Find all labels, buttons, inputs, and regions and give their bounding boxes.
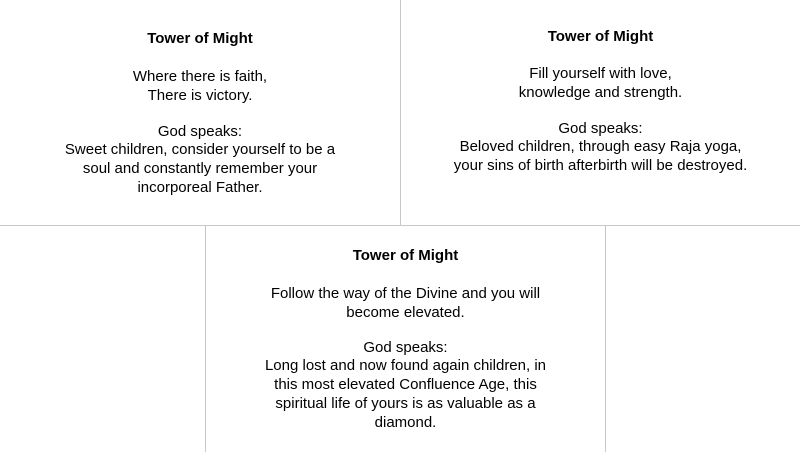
card-2-title: Tower of Might [547,28,654,45]
card-1-message [0,140,400,197]
card-2-message-line: Beloved children, through easy Raja yoga, [459,138,742,155]
card-1-slogan [0,67,400,105]
card-2-slogan-line: knowledge and strength. [518,84,683,101]
card-3-slogan-line: Follow the way of the Divine and you will [270,285,541,302]
card-3-message-line: Long lost and now found again children, in [264,357,547,374]
card-1-slogan-line: There is victory. [147,87,253,104]
card-1-title: Tower of Might [147,30,253,47]
card-2-message [401,137,800,175]
card-3-message-line: spiritual life of yours is as valuable as a [275,395,536,412]
card-1-message-line: Sweet children, consider yourself to be a [64,141,336,158]
card-2-speaker: God speaks: [558,120,643,137]
card-1-message-line: incorporeal Father. [137,179,263,196]
card-1-speaker: God speaks: [157,123,243,140]
card-3-message [206,356,605,432]
card-3-speaker: God speaks: [363,339,448,356]
card-2 [400,0,800,226]
card-3-slogan-line: become elevated. [346,304,465,321]
card-2-message-line: your sins of birth afterbirth will be destroyed. [453,157,748,174]
card-2-slogan [401,64,800,102]
card-3-message-line: this most elevated Confluence Age, this [274,376,537,393]
card-1-message-line: soul and constantly remember your [82,160,318,177]
card-3-title: Tower of Might [352,247,459,264]
card-3 [205,225,606,452]
card-3-slogan [206,284,605,322]
card-1 [0,0,401,226]
card-2-slogan-line: Fill yourself with love, [529,65,672,82]
card-3-message-line: diamond. [374,414,437,431]
card-1-slogan-line: Where there is faith, [132,68,268,85]
